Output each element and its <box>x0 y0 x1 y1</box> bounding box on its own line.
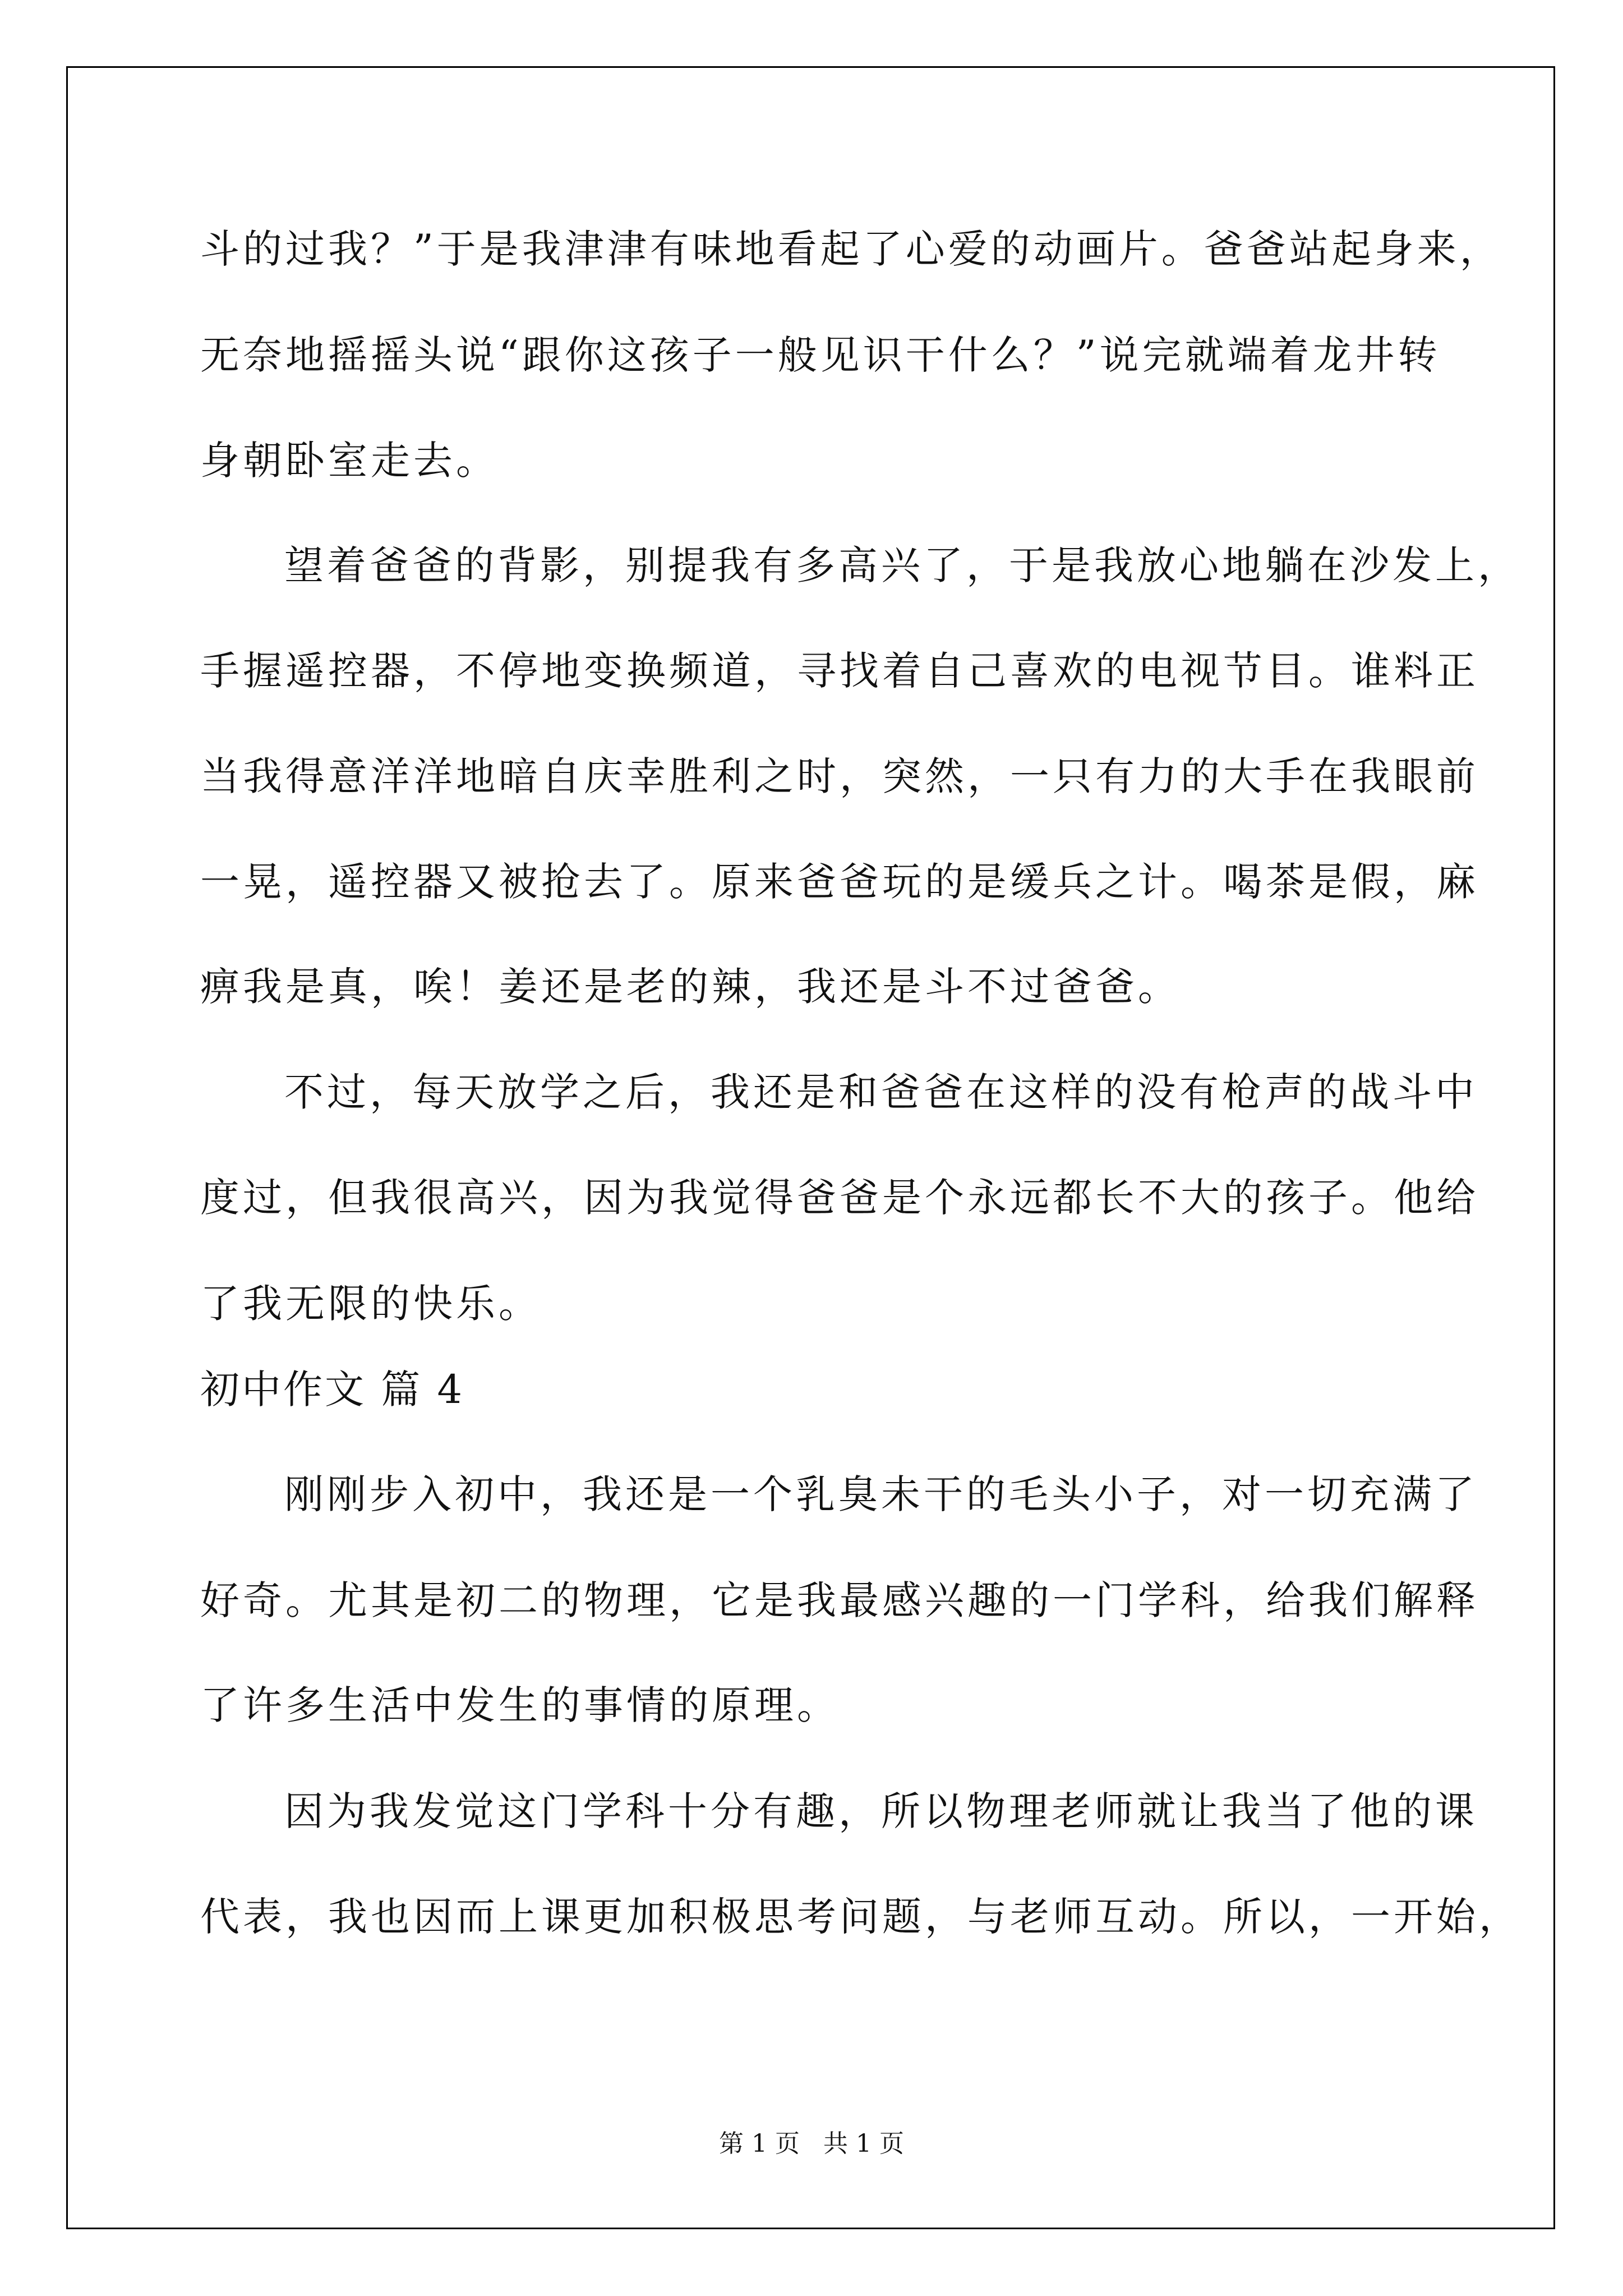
text-line-6: 当我得意洋洋地暗自庆幸胜利之时，突然，一只有力的大手在我眼前 <box>200 753 1479 799</box>
text-line-3: 身朝卧室走去。 <box>200 438 499 484</box>
text-line-13: 好奇。尤其是初二的物理，它是我最感兴趣的一门学科，给我们解释 <box>200 1577 1479 1623</box>
text-line-11: 了我无限的快乐。 <box>200 1281 541 1327</box>
text-line-5: 手握遥控器，不停地变换频道，寻找着自己喜欢的电视节目。谁料正 <box>200 648 1479 694</box>
text-line-4: 望着爸爸的背影，别提我有多高兴了，于是我放心地躺在沙发上， <box>284 542 1520 588</box>
text-line-16: 代表，我也因而上课更加积极思考问题，与老师互动。所以，一开始， <box>200 1894 1521 1940</box>
text-line-1: 斗的过我？”于是我津津有味地看起了心爱的动画片。爸爸站起身来， <box>200 226 1502 272</box>
text-line-2: 无奈地摇摇头说“跟你这孩子一般见识干什么？”说完就端着龙井转 <box>200 332 1441 378</box>
section-heading: 初中作文 篇 4 <box>200 1366 465 1412</box>
text-line-14: 了许多生活中发生的事情的原理。 <box>200 1682 840 1728</box>
text-line-12: 刚刚步入初中，我还是一个乳臭未干的毛头小子，对一切充满了 <box>284 1471 1478 1517</box>
page-footer: 第 1 页 共 1 页 <box>719 2129 904 2158</box>
text-line-7: 一晃，遥控器又被抢去了。原来爸爸玩的是缓兵之计。喝茶是假，麻 <box>200 859 1479 905</box>
text-line-15: 因为我发觉这门学科十分有趣，所以物理老师就让我当了他的课 <box>284 1788 1478 1834</box>
text-line-9: 不过，每天放学之后，我还是和爸爸在这样的没有枪声的战斗中 <box>284 1069 1478 1115</box>
text-line-10: 度过，但我很高兴，因为我觉得爸爸是个永远都长不大的孩子。他给 <box>200 1175 1479 1221</box>
text-line-8: 痹我是真，唉！姜还是老的辣，我还是斗不过爸爸。 <box>200 964 1181 1010</box>
